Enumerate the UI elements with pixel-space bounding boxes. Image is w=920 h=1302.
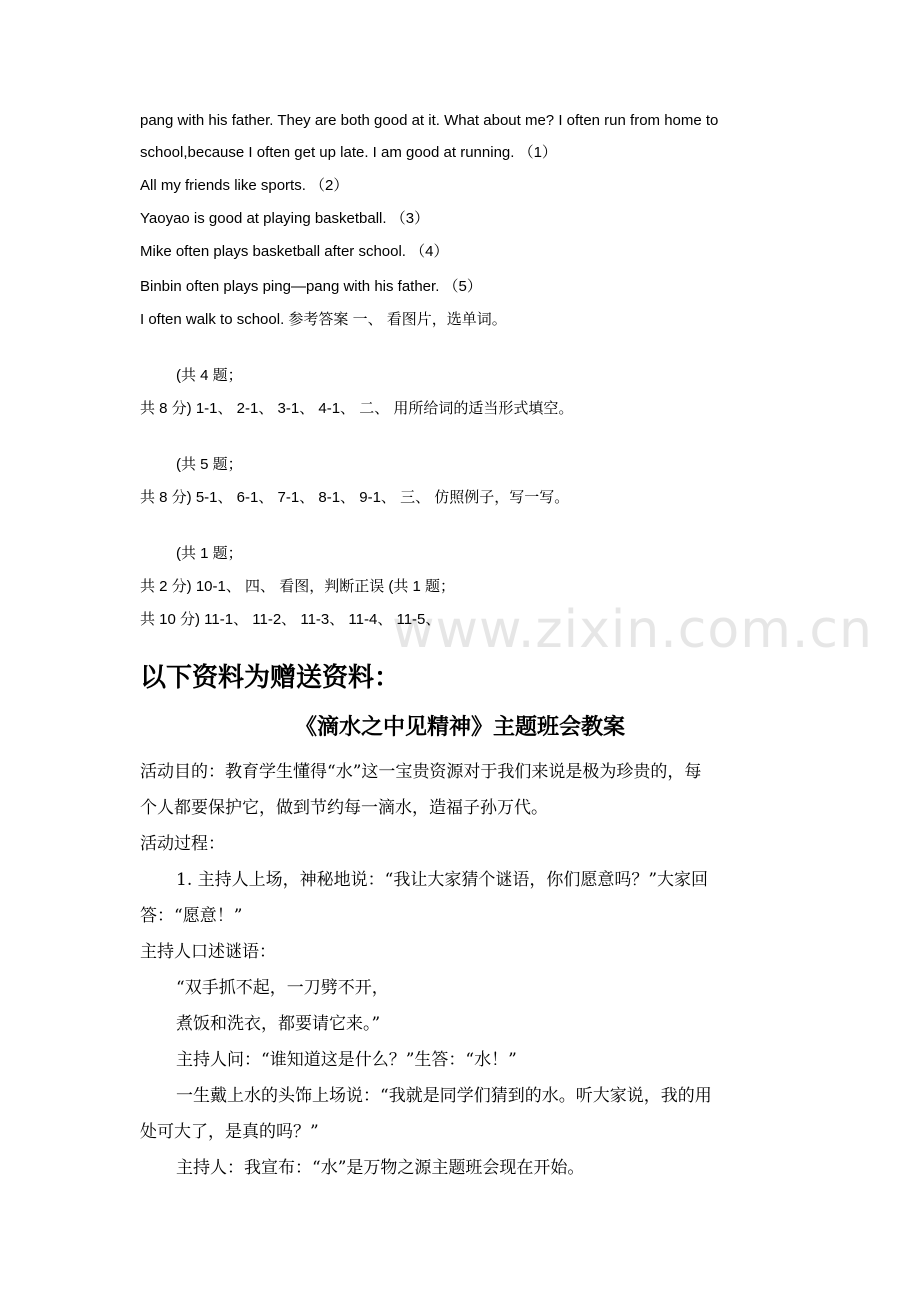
riddle-line-2: 煮饭和洗衣，都要请它来。” [176, 1014, 381, 1034]
purpose-line-1: 活动目的：教育学生懂得“水”这一宝贵资源对于我们来说是极为珍贵的，每 [140, 762, 702, 782]
answer-part3-count: (共 1 题； [176, 545, 243, 562]
student-line-2: 处可大了，是真的吗？” [140, 1122, 319, 1142]
answer-part2-count: (共 5 题； [176, 456, 243, 473]
answer-part2-line: 共 8 分) 5-1、 6-1、 7-1、 8-1、 9-1、 三、 仿照例子，写一写。 [140, 489, 570, 506]
purpose-line-2: 个人都要保护它，做到节约每一滴水，造福子孙万代。 [140, 798, 548, 818]
step1-line-2: 答：“愿意！” [140, 906, 243, 926]
exercise-line-6: Binbin often plays ping—pang with his father. （5） [140, 278, 482, 295]
step1-line-1: 1. 主持人上场，神秘地说：“我让大家猜个谜语，你们愿意吗？”大家回 [176, 870, 709, 890]
answer-part1-line: 共 8 分) 1-1、 2-1、 3-1、 4-1、 二、 用所给词的适当形式填空。 [140, 400, 574, 417]
answer-part1-count: (共 4 题； [176, 367, 243, 384]
exercise-line-1: pang with his father. They are both good at it. What about me? I often run from home to [140, 112, 719, 129]
student-line-1: 一生戴上水的头饰上场说：“我就是同学们猜到的水。听大家说，我的用 [176, 1086, 712, 1106]
exercise-line-5: Mike often plays basketball after school. （4） [140, 243, 449, 260]
exercise-line-3: All my friends like sports. （2） [140, 177, 349, 194]
riddle-line-1: “双手抓不起，一刀劈不开， [176, 978, 389, 998]
bonus-heading: 以下资料为赠送资料： [140, 663, 401, 693]
exercise-line-2: school,because I often get up late. I am good at running. （1） [140, 144, 557, 161]
lesson-title: 《滴水之中见精神》主题班会教案 [294, 715, 625, 740]
answer-part4-line: 共 10 分) 11-1、 11-2、 11-3、 11-4、 11-5、 [140, 611, 441, 628]
host-question: 主持人问：“谁知道这是什么？”生答：“水！” [176, 1050, 517, 1070]
riddle-intro: 主持人口述谜语： [140, 942, 276, 962]
exercise-line-4: Yaoyao is good at playing basketball. （3） [140, 210, 430, 227]
process-label: 活动过程： [140, 834, 225, 854]
answer-part3-line: 共 2 分) 10-1、 四、 看图，判断正误 (共 1 题； [140, 578, 456, 595]
host-announcement: 主持人：我宣布：“水”是万物之源主题班会现在开始。 [176, 1158, 585, 1178]
exercise-line-7: I often walk to school. 参考答案 一、 看图片，选单词。 [140, 311, 507, 328]
watermark: www.zixin.com.cn [392, 600, 873, 660]
